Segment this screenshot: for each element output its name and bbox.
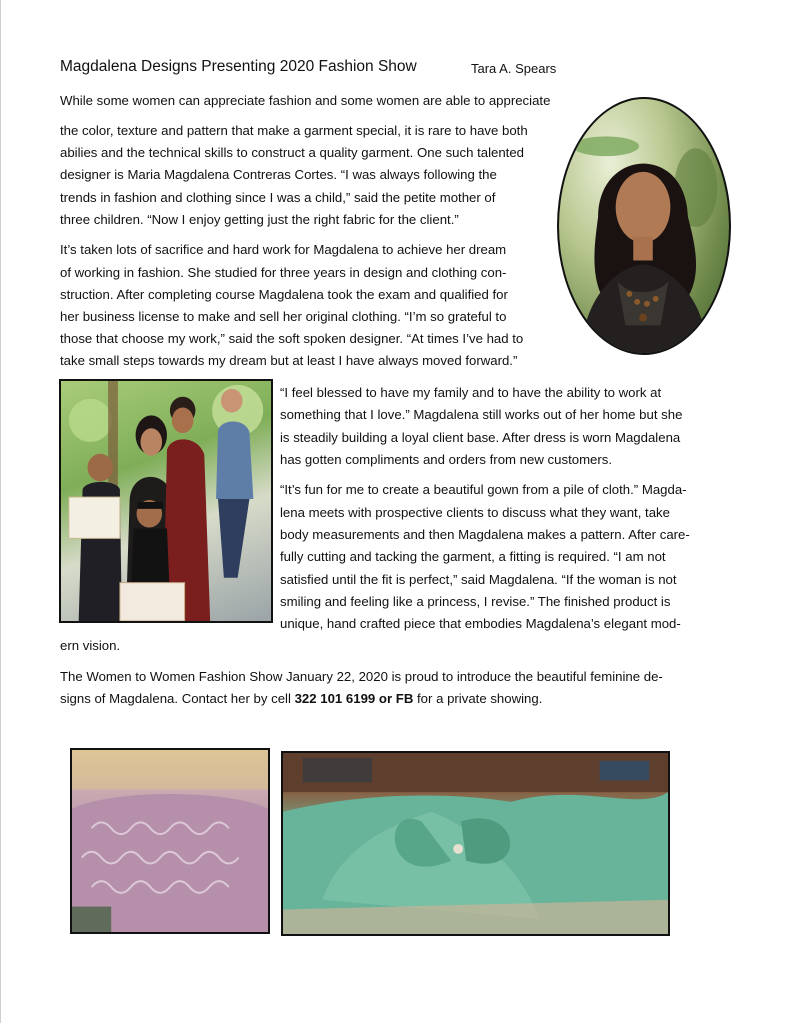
body-line: those that choose my work,” said the soft spoken designer. “At times I’ve had to	[60, 331, 524, 346]
contact-fb: or FB	[375, 691, 414, 706]
contact-phone: 322 101 6199	[294, 691, 376, 706]
lace-dress-photo	[70, 748, 270, 934]
body-line: trends in fashion and clothing since I was a child,” said the petite mother of	[60, 190, 496, 205]
green-gown-photo	[281, 751, 670, 936]
article-byline: Tara A. Spears	[471, 61, 557, 76]
body-line: lena meets with prospective clients to discuss what they want, take	[280, 505, 670, 520]
body-line: abilies and the technical skills to construct a quality garment. One such talented	[60, 145, 525, 160]
body-line: designer is Maria Magdalena Contreras Cortes. “I was always following the	[60, 167, 497, 182]
body-line: fully cutting and tacking the garment, a fitting is required. “I am not	[280, 549, 666, 564]
body-line: “It’s fun for me to create a beautiful gown from a pile of cloth.” Magda-	[280, 482, 687, 497]
body-line: body measurements and then Magdalena makes a pattern. After care-	[280, 527, 690, 542]
body-line: take small steps towards my dream but at least I have always moved forward.”	[60, 353, 518, 368]
body-line: three children. “Now I enjoy getting just the right fabric for the client.”	[60, 212, 459, 227]
body-line: ern vision.	[60, 638, 121, 653]
body-line: satisfied until the fit is perfect,” said Magdalena. “If the woman is not	[280, 572, 677, 587]
body-line: The Women to Women Fashion Show January 22, 2020 is proud to introduce the beautiful feminine de-	[60, 669, 663, 684]
contact-text: signs of Magdalena. Contact her by cell	[60, 691, 295, 706]
body-line: of working in fashion. She studied for three years in design and clothing con-	[60, 265, 507, 280]
body-line: has gotten compliments and orders from new customers.	[280, 452, 613, 467]
article-headline: Magdalena Designs Presenting 2020 Fashion Show	[60, 58, 417, 75]
body-line: “I feel blessed to have my family and to have the ability to work at	[280, 385, 662, 400]
body-line: something that I love.” Magdalena still works out of her home but she	[280, 407, 683, 422]
page-edge	[0, 0, 1, 1023]
body-line: It’s taken lots of sacrifice and hard work for Magdalena to achieve her dream	[60, 242, 507, 257]
body-line: While some women can appreciate fashion and some women are able to appreciate	[60, 93, 551, 108]
family-photo	[59, 379, 273, 623]
body-line: the color, texture and pattern that make a garment special, it is rare to have both	[60, 123, 528, 138]
body-line: is steadily building a loyal client base. After dress is worn Magdalena	[280, 430, 681, 445]
contact-line	[60, 691, 542, 707]
body-line: struction. After completing course Magdalena took the exam and qualified for	[60, 287, 508, 302]
designer-portrait-photo	[557, 97, 731, 355]
body-line: smiling and feeling like a princess, I revise.” The finished product is	[280, 594, 671, 609]
body-line: unique, hand crafted piece that embodies Magdalena’s elegant mod-	[280, 616, 681, 631]
body-line: her business license to make and sell her original clothing. “I’m so grateful to	[60, 309, 507, 324]
contact-text-end: for a private showing.	[413, 691, 543, 706]
